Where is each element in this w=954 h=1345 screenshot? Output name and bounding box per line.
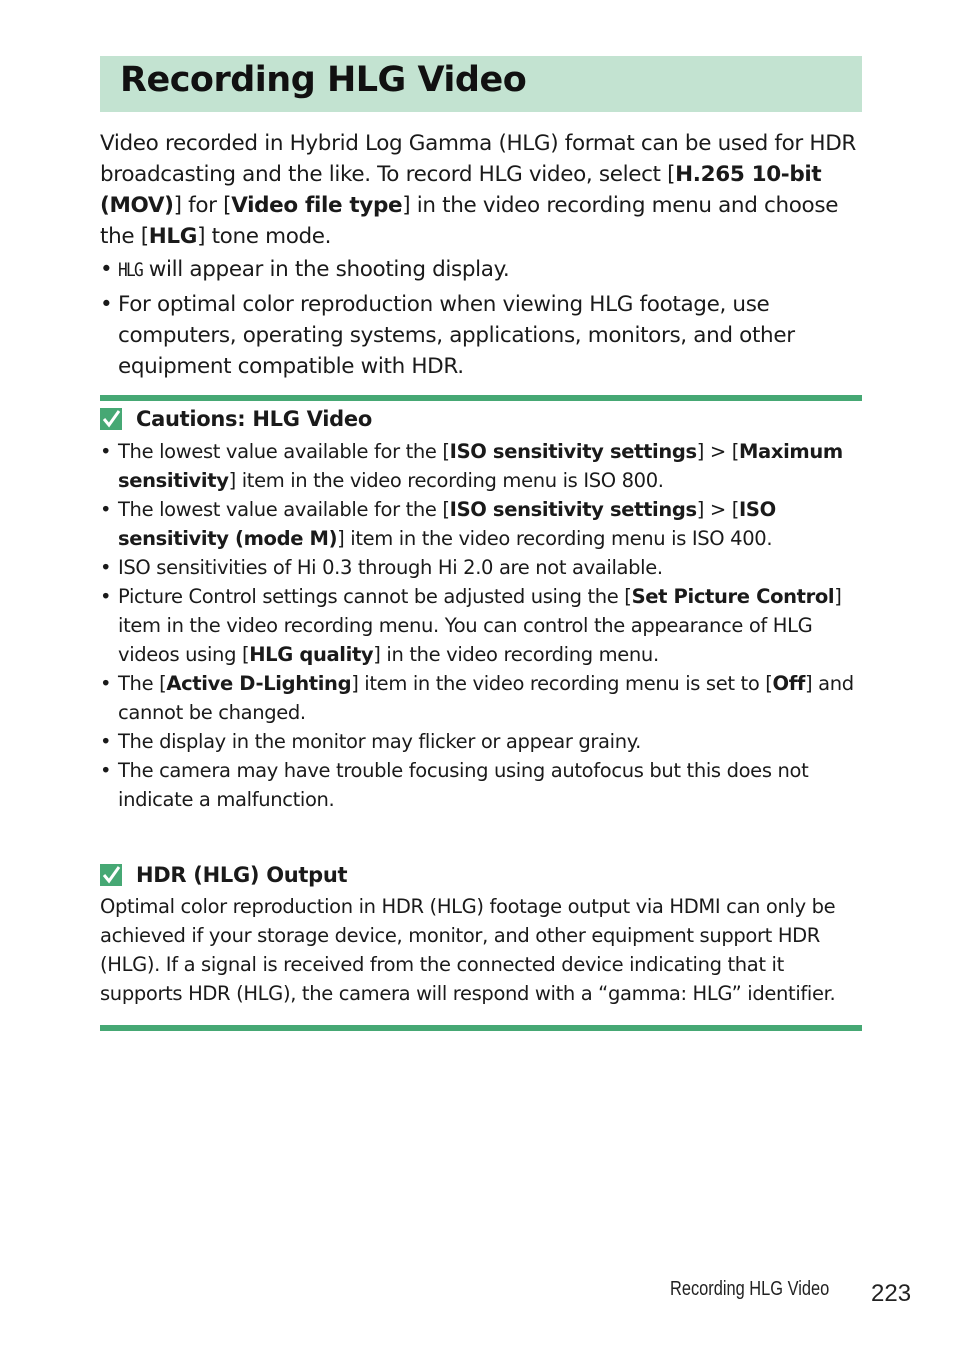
bullet: • xyxy=(100,672,112,695)
menu-item-name: Active D-Lighting xyxy=(166,672,352,695)
intro-paragraph xyxy=(100,128,870,252)
bullet: • xyxy=(100,730,112,753)
bullet: • xyxy=(100,292,113,317)
menu-item-hlg: HLG xyxy=(148,224,198,249)
bullet: • xyxy=(100,440,112,463)
caution-item xyxy=(100,437,870,495)
list-item xyxy=(100,254,870,286)
caution-text: ] > [ xyxy=(696,498,739,521)
title-bar xyxy=(100,56,862,112)
page-number: 223 xyxy=(871,1280,912,1307)
caution-text: ] item in the video recording menu. You can control the appearance of HLG videos using [ xyxy=(118,585,842,666)
list-item-text: For optimal color reproduction when viewing HLG footage, use computers, operating systems, applications, monitors, and other equipment compatible with HDR. xyxy=(118,292,795,379)
intro-text: ] in the video recording menu and choose the [ xyxy=(100,193,839,249)
menu-item-name: ISO sensitivity (mode M) xyxy=(118,498,776,550)
intro-bullets xyxy=(100,254,870,382)
caution-text: The lowest value available for the [ xyxy=(118,498,450,521)
menu-item-name: Off xyxy=(772,672,806,695)
list-item xyxy=(100,289,870,382)
bullet: • xyxy=(100,759,112,782)
intro-section xyxy=(100,128,870,385)
menu-item-video-file-type: Video file type xyxy=(231,193,403,218)
caution-text: ] > [ xyxy=(696,440,739,463)
menu-item-name: ISO sensitivity settings xyxy=(449,498,697,521)
caution-text: The [ xyxy=(118,672,167,695)
hdr-heading xyxy=(100,861,347,889)
caution-item xyxy=(100,553,870,582)
hdr-body: Optimal color reproduction in HDR (HLG) footage output via HDMI can only be achieved if your storage device, monitor, and other equipment support HDR (HLG). If a signal is received from the connected device indicating that it supports HDR (HLG), the camera will respond with a “gamma: HLG” identifier. xyxy=(100,895,836,1005)
hlg-display-icon: HLG xyxy=(118,259,143,281)
menu-item-name: Maximum sensitivity xyxy=(118,440,843,492)
footer-section-label: Recording HLG Video xyxy=(670,1278,830,1300)
bullet: • xyxy=(100,585,112,608)
caution-item xyxy=(100,727,870,756)
cautions-list xyxy=(100,437,870,814)
section-divider xyxy=(100,395,862,401)
intro-text: Video recorded in Hybrid Log Gamma (HLG) format can be used for HDR broadcasting and the like. To record HLG video, select [ xyxy=(100,131,856,187)
check-icon xyxy=(100,408,122,430)
caution-item xyxy=(100,495,870,553)
caution-text: ] item in the video recording menu is ISO 800. xyxy=(228,469,664,492)
hdr-heading-text: HDR (HLG) Output xyxy=(136,863,348,887)
cautions-heading-text: Cautions: HLG Video xyxy=(136,407,372,431)
caution-text: ] item in the video recording menu is set to [ xyxy=(351,672,773,695)
caution-item xyxy=(100,669,870,727)
list-item-text: will appear in the shooting display. xyxy=(142,257,510,282)
caution-item xyxy=(100,756,870,814)
bullet: • xyxy=(100,498,112,521)
caution-text: ] and cannot be changed. xyxy=(118,672,854,724)
intro-text: ] for [ xyxy=(173,193,232,218)
caution-text: The camera may have trouble focusing using autofocus but this does not indicate a malfunction. xyxy=(118,759,809,811)
page-title: Recording HLG Video xyxy=(120,60,527,100)
menu-item-name: Set Picture Control xyxy=(631,585,835,608)
caution-text: ] item in the video recording menu is ISO 400. xyxy=(337,527,773,550)
caution-text: Picture Control settings cannot be adjusted using the [ xyxy=(118,585,632,608)
intro-text: ] tone mode. xyxy=(197,224,332,249)
caution-item xyxy=(100,582,870,669)
check-icon xyxy=(100,864,122,886)
cautions-heading xyxy=(100,405,372,433)
menu-item-h265: H.265 10-bit (MOV) xyxy=(100,162,822,218)
bullet: • xyxy=(100,556,112,579)
caution-text: ISO sensitivities of Hi 0.3 through Hi 2.0 are not available. xyxy=(118,556,663,579)
caution-text: The lowest value available for the [ xyxy=(118,440,450,463)
caution-text: ] in the video recording menu. xyxy=(373,643,659,666)
menu-item-name: HLG quality xyxy=(249,643,374,666)
section-divider xyxy=(100,1025,862,1031)
bullet: • xyxy=(100,257,113,282)
menu-item-name: ISO sensitivity settings xyxy=(449,440,697,463)
caution-text: The display in the monitor may flicker or appear grainy. xyxy=(118,730,641,753)
